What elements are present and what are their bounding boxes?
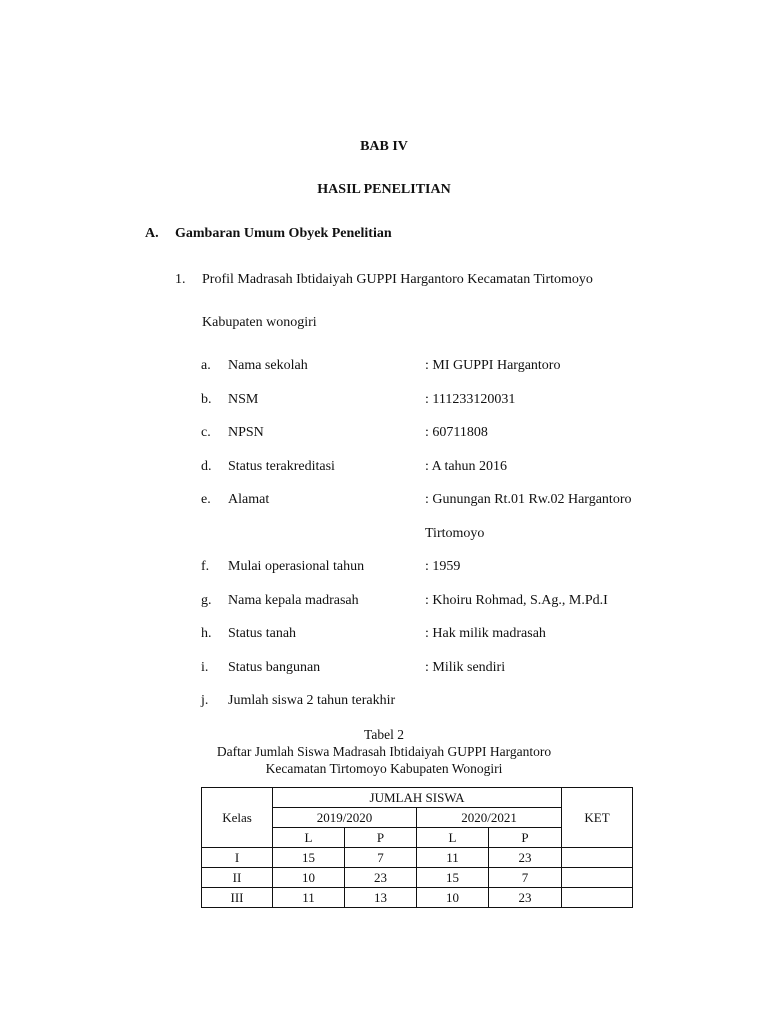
- profile-label: NSM: [228, 392, 259, 407]
- profile-letter: e.: [201, 492, 211, 507]
- profile-value: : A tahun 2016: [425, 459, 508, 474]
- cell-l2: 15: [417, 868, 489, 888]
- profile-letter: a.: [201, 358, 211, 373]
- profile-letter: d.: [201, 459, 212, 474]
- profile-value: : Gunungan Rt.01 Rw.02 Hargantoro: [425, 492, 632, 507]
- profile-letter: c.: [201, 425, 211, 440]
- cell-p1: 23: [345, 868, 417, 888]
- table-caption-number: Tabel 2: [364, 727, 404, 742]
- section-heading: Gambaran Umum Obyek Penelitian: [175, 226, 392, 241]
- cell-kelas: II: [202, 868, 273, 888]
- cell-ket: [562, 848, 633, 868]
- item-number: 1.: [175, 272, 186, 287]
- profile-value: : 1959: [425, 559, 461, 574]
- cell-p2: 23: [489, 848, 562, 868]
- cell-kelas: III: [202, 888, 273, 908]
- cell-p1: 7: [345, 848, 417, 868]
- cell-l1: 11: [273, 888, 345, 908]
- header-jumlah-siswa: JUMLAH SISWA: [273, 788, 562, 808]
- header-l: L: [273, 828, 345, 848]
- table-row: [202, 848, 633, 868]
- table-row: [202, 868, 633, 888]
- profile-letter: i.: [201, 660, 209, 675]
- page-title: HASIL PENELITIAN: [317, 182, 451, 197]
- profile-label: Alamat: [228, 492, 270, 507]
- cell-l2: 10: [417, 888, 489, 908]
- profile-value: : Hak milik madrasah: [425, 626, 546, 641]
- cell-kelas: I: [202, 848, 273, 868]
- cell-l1: 15: [273, 848, 345, 868]
- student-count-table: [201, 787, 633, 908]
- cell-l1: 10: [273, 868, 345, 888]
- profile-letter: b.: [201, 392, 212, 407]
- table-caption-title: Daftar Jumlah Siswa Madrasah Ibtidaiyah GUPPI Hargantoro: [216, 744, 552, 759]
- profile-label: Status bangunan: [228, 660, 321, 675]
- profile-value: : 60711808: [425, 425, 488, 440]
- cell-l2: 11: [417, 848, 489, 868]
- cell-p2: 23: [489, 888, 562, 908]
- table-caption-subtitle: Kecamatan Tirtomoyo Kabupaten Wonogiri: [265, 761, 503, 776]
- header-p: P: [489, 828, 562, 848]
- table-row: [202, 888, 633, 908]
- profile-letter: f.: [201, 559, 210, 574]
- header-year-2019: 2019/2020: [273, 808, 417, 828]
- cell-ket: [562, 888, 633, 908]
- profile-letter: g.: [201, 593, 212, 608]
- header-ket: KET: [562, 788, 633, 848]
- header-kelas: Kelas: [202, 788, 273, 848]
- profile-label: Nama sekolah: [228, 358, 308, 373]
- profile-label: Mulai operasional tahun: [228, 559, 365, 574]
- profile-letter: h.: [201, 626, 212, 641]
- chapter-heading: BAB IV: [360, 139, 408, 154]
- header-l: L: [417, 828, 489, 848]
- profile-value: : Milik sendiri: [425, 660, 506, 675]
- profile-value: : 111233120031: [425, 392, 516, 407]
- cell-ket: [562, 868, 633, 888]
- profile-value: : Khoiru Rohmad, S.Ag., M.Pd.I: [425, 593, 608, 608]
- header-year-2020: 2020/2021: [417, 808, 562, 828]
- profile-label: NPSN: [228, 425, 264, 440]
- cell-p1: 13: [345, 888, 417, 908]
- item-title-line2: Kabupaten wonogiri: [202, 315, 317, 330]
- profile-label: Jumlah siswa 2 tahun terakhir: [228, 693, 396, 708]
- profile-label: Nama kepala madrasah: [228, 593, 359, 608]
- header-p: P: [345, 828, 417, 848]
- profile-label: Status terakreditasi: [228, 459, 335, 474]
- profile-letter: j.: [201, 693, 209, 708]
- profile-value-continued: Tirtomoyo: [425, 526, 485, 541]
- profile-value: : MI GUPPI Hargantoro: [425, 358, 561, 373]
- section-letter: A.: [145, 226, 159, 241]
- cell-p2: 7: [489, 868, 562, 888]
- item-title-line1: Profil Madrasah Ibtidaiyah GUPPI Hargantoro Kecamatan Tirtomoyo: [202, 272, 593, 287]
- profile-label: Status tanah: [228, 626, 297, 641]
